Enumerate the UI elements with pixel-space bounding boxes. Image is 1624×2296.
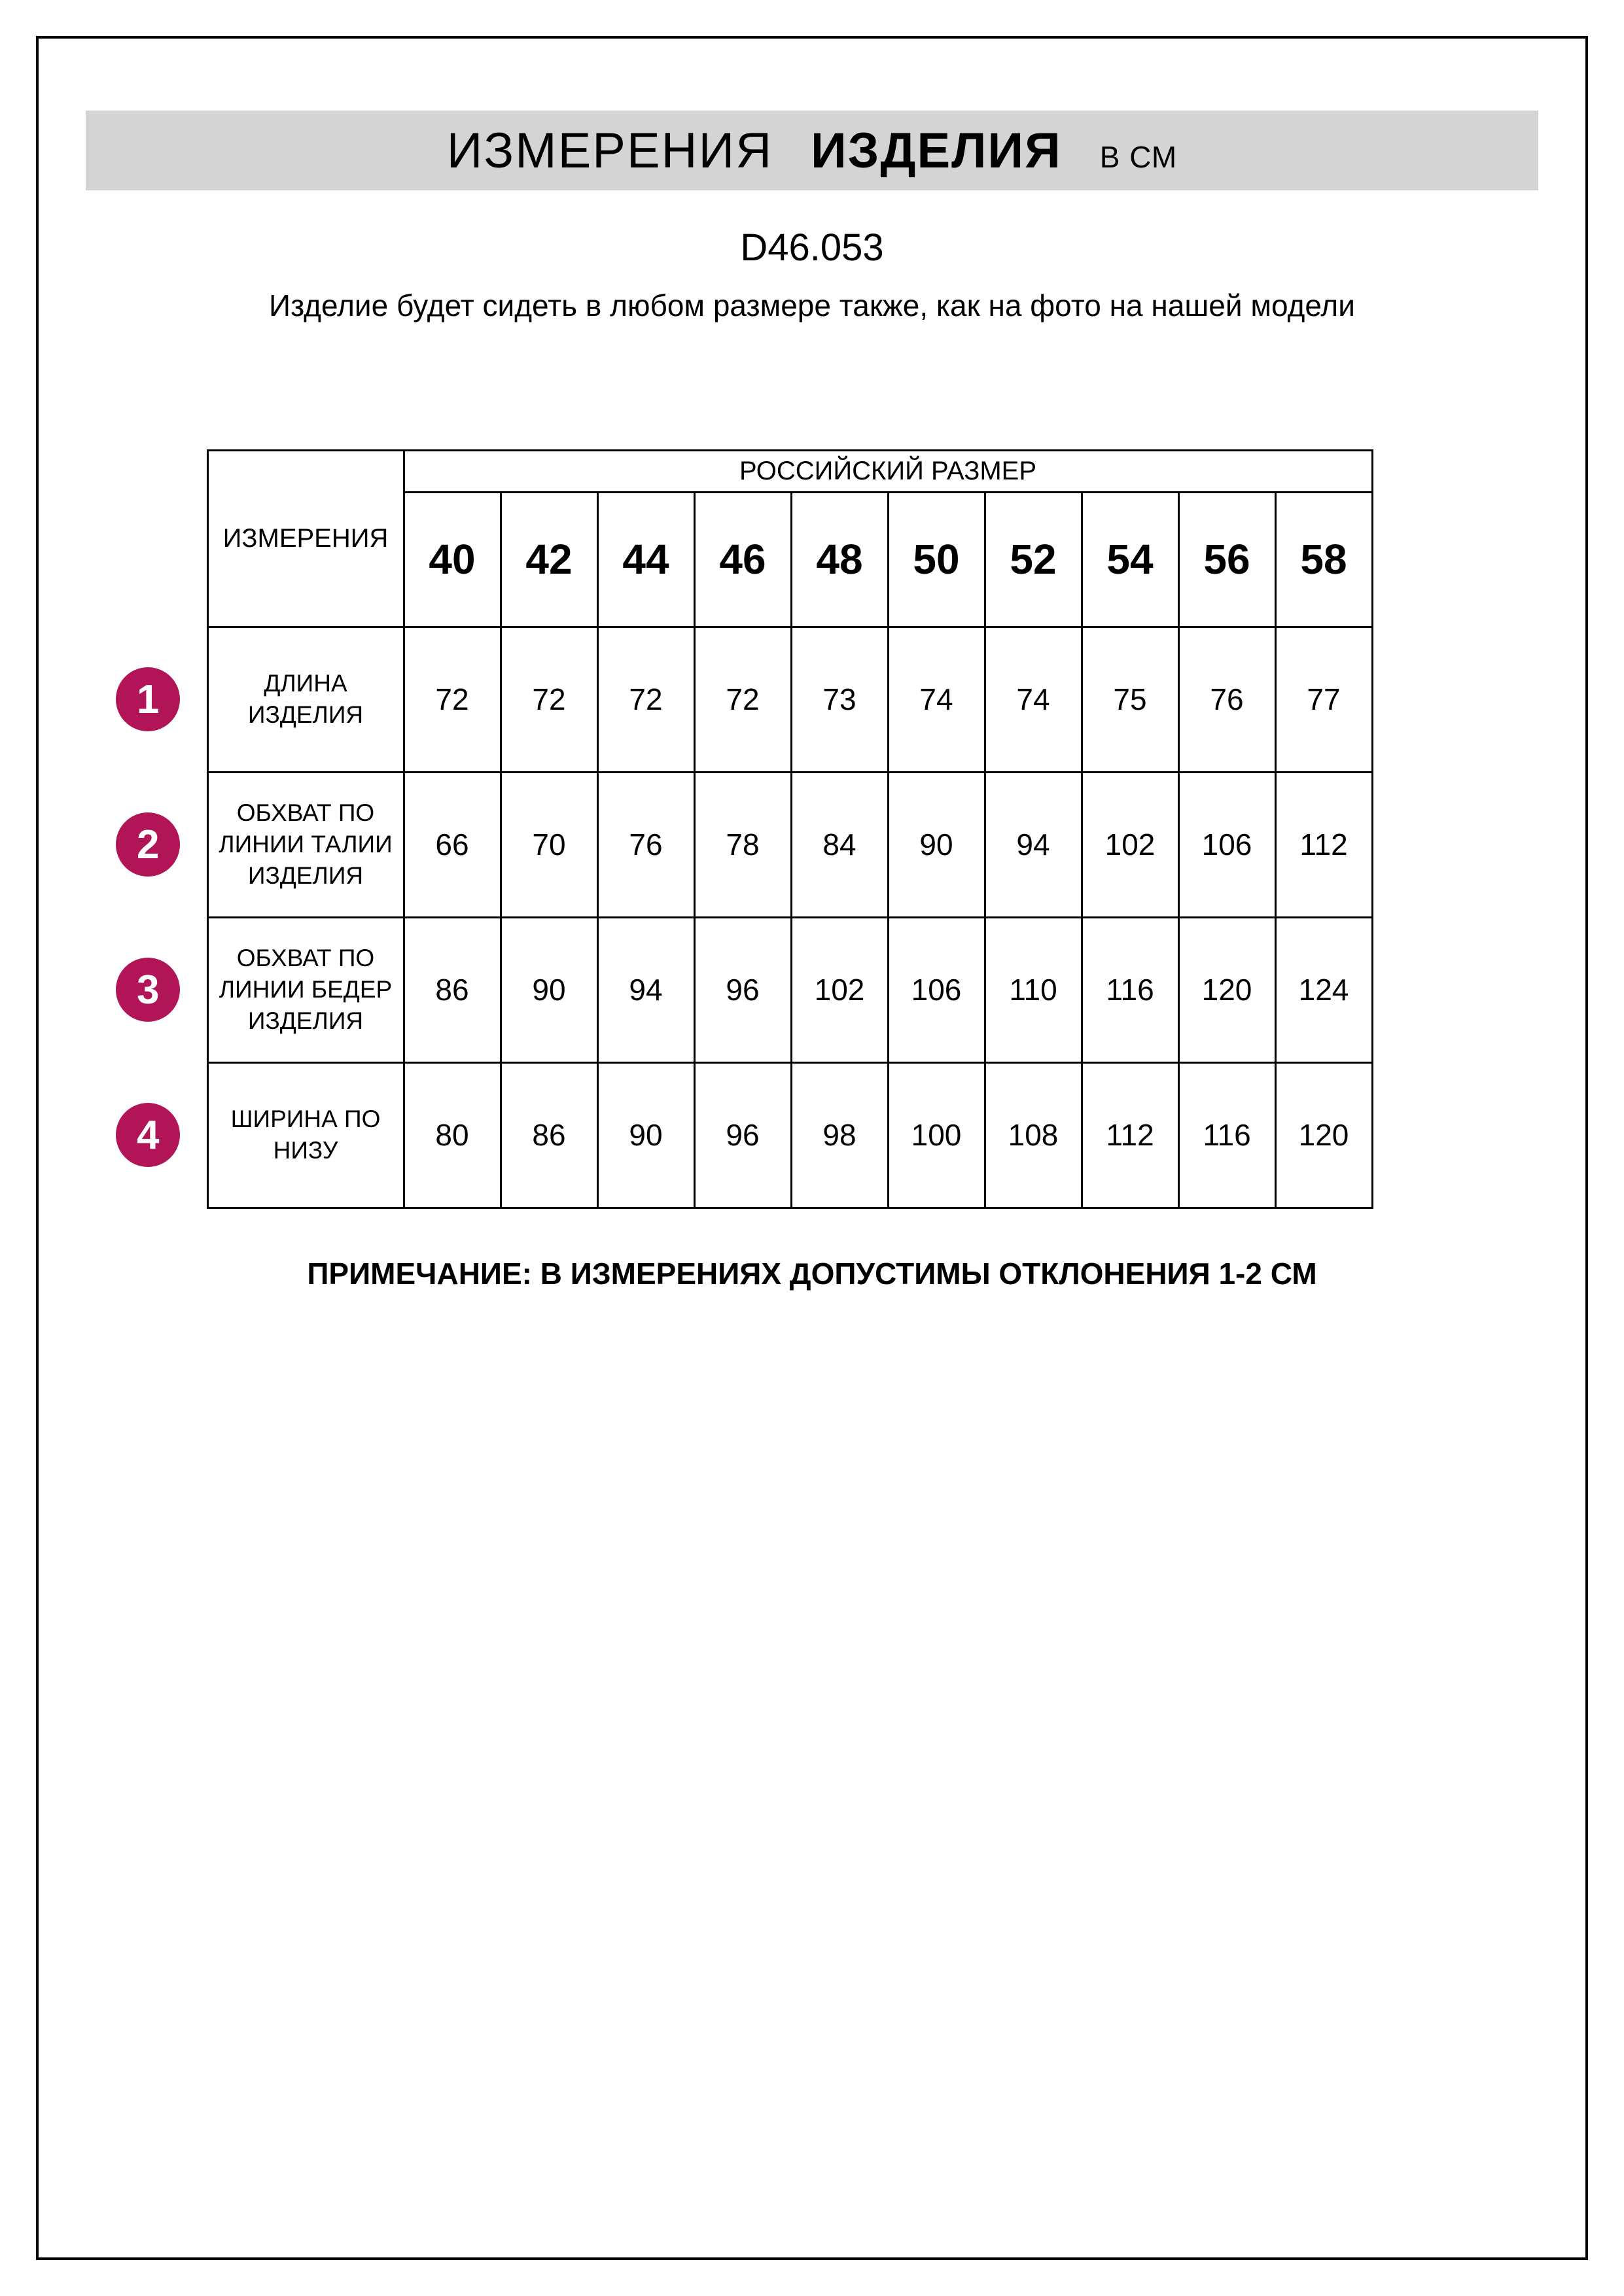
title-bar bbox=[86, 111, 1538, 190]
size-header-56: 56 bbox=[1178, 492, 1275, 627]
measurement-value: 124 bbox=[1275, 917, 1372, 1062]
measurement-value: 108 bbox=[985, 1062, 1082, 1208]
row-number-badge: 4 bbox=[116, 1103, 180, 1167]
fit-description: Изделие будет сидеть в любом размере также, как на фото на нашей модели bbox=[269, 288, 1355, 322]
table-row bbox=[90, 917, 1372, 1062]
table-head bbox=[90, 450, 1372, 627]
row-badge-column-spacer bbox=[90, 450, 207, 627]
measurement-value: 94 bbox=[985, 772, 1082, 917]
measurement-value: 100 bbox=[888, 1062, 985, 1208]
size-table bbox=[90, 449, 1373, 1209]
measurement-value: 73 bbox=[791, 627, 888, 772]
size-header-44: 44 bbox=[597, 492, 694, 627]
measurement-value: 80 bbox=[404, 1062, 501, 1208]
table-row bbox=[90, 1062, 1372, 1208]
measurement-value: 96 bbox=[694, 917, 791, 1062]
measurement-value: 106 bbox=[1178, 772, 1275, 917]
measurement-value: 94 bbox=[597, 917, 694, 1062]
measurements-column-header: ИЗМЕРЕНИЯ bbox=[207, 450, 404, 627]
row-badge-cell bbox=[90, 627, 207, 772]
measurement-value: 120 bbox=[1275, 1062, 1372, 1208]
measurement-value: 72 bbox=[404, 627, 501, 772]
measurement-value: 106 bbox=[888, 917, 985, 1062]
measurement-value: 116 bbox=[1082, 917, 1178, 1062]
measurement-value: 76 bbox=[1178, 627, 1275, 772]
measurement-value: 110 bbox=[985, 917, 1082, 1062]
size-header-52: 52 bbox=[985, 492, 1082, 627]
measurement-value: 86 bbox=[404, 917, 501, 1062]
title-product-word: ИЗДЕЛИЯ bbox=[811, 122, 1062, 179]
measurement-value: 74 bbox=[888, 627, 985, 772]
title-measurements: ИЗМЕРЕНИЯ bbox=[446, 122, 773, 179]
size-header-54: 54 bbox=[1082, 492, 1178, 627]
size-header-42: 42 bbox=[501, 492, 597, 627]
measurement-value: 84 bbox=[791, 772, 888, 917]
measurement-label: ШИРИНА ПО НИЗУ bbox=[207, 1062, 404, 1208]
header-row-group bbox=[90, 450, 1372, 492]
measurement-value: 72 bbox=[597, 627, 694, 772]
measurement-value: 72 bbox=[694, 627, 791, 772]
table-row bbox=[90, 772, 1372, 917]
measurement-value: 120 bbox=[1178, 917, 1275, 1062]
table-wrapper bbox=[90, 449, 1585, 1209]
row-number-badge: 1 bbox=[116, 667, 180, 731]
measurement-value: 112 bbox=[1275, 772, 1372, 917]
measurement-value: 116 bbox=[1178, 1062, 1275, 1208]
measurement-value: 70 bbox=[501, 772, 597, 917]
russian-size-group-header: РОССИЙСКИЙ РАЗМЕР bbox=[404, 450, 1372, 492]
measurement-value: 72 bbox=[501, 627, 597, 772]
row-badge-cell bbox=[90, 917, 207, 1062]
row-number-badge: 2 bbox=[116, 812, 180, 877]
measurement-value: 102 bbox=[1082, 772, 1178, 917]
measurement-value: 112 bbox=[1082, 1062, 1178, 1208]
measurement-value: 86 bbox=[501, 1062, 597, 1208]
size-header-58: 58 bbox=[1275, 492, 1372, 627]
measurement-value: 90 bbox=[597, 1062, 694, 1208]
title-units: В СМ bbox=[1099, 140, 1178, 174]
size-header-46: 46 bbox=[694, 492, 791, 627]
row-badge-cell bbox=[90, 1062, 207, 1208]
measurement-label: ДЛИНА ИЗДЕЛИЯ bbox=[207, 627, 404, 772]
page-border-frame bbox=[36, 36, 1588, 2260]
measurement-value: 78 bbox=[694, 772, 791, 917]
size-header-50: 50 bbox=[888, 492, 985, 627]
product-code: D46.053 bbox=[740, 226, 884, 269]
measurement-label: ОБХВАТ ПО ЛИНИИ ТАЛИИ ИЗДЕЛИЯ bbox=[207, 772, 404, 917]
measurement-value: 76 bbox=[597, 772, 694, 917]
measurement-value: 74 bbox=[985, 627, 1082, 772]
table-body bbox=[90, 627, 1372, 1208]
measurement-value: 90 bbox=[501, 917, 597, 1062]
size-header-40: 40 bbox=[404, 492, 501, 627]
measurement-value: 102 bbox=[791, 917, 888, 1062]
measurement-value: 90 bbox=[888, 772, 985, 917]
measurement-value: 66 bbox=[404, 772, 501, 917]
size-header-48: 48 bbox=[791, 492, 888, 627]
measurement-value: 75 bbox=[1082, 627, 1178, 772]
measurement-value: 98 bbox=[791, 1062, 888, 1208]
row-badge-cell bbox=[90, 772, 207, 917]
row-number-badge: 3 bbox=[116, 958, 180, 1022]
measurement-value: 96 bbox=[694, 1062, 791, 1208]
measurement-value: 77 bbox=[1275, 627, 1372, 772]
note-text: ПРИМЕЧАНИЕ: В ИЗМЕРЕНИЯХ ДОПУСТИМЫ ОТКЛОНЕНИЯ 1-2 СМ bbox=[307, 1256, 1317, 1291]
table-row bbox=[90, 627, 1372, 772]
measurement-label: ОБХВАТ ПО ЛИНИИ БЕДЕР ИЗДЕЛИЯ bbox=[207, 917, 404, 1062]
